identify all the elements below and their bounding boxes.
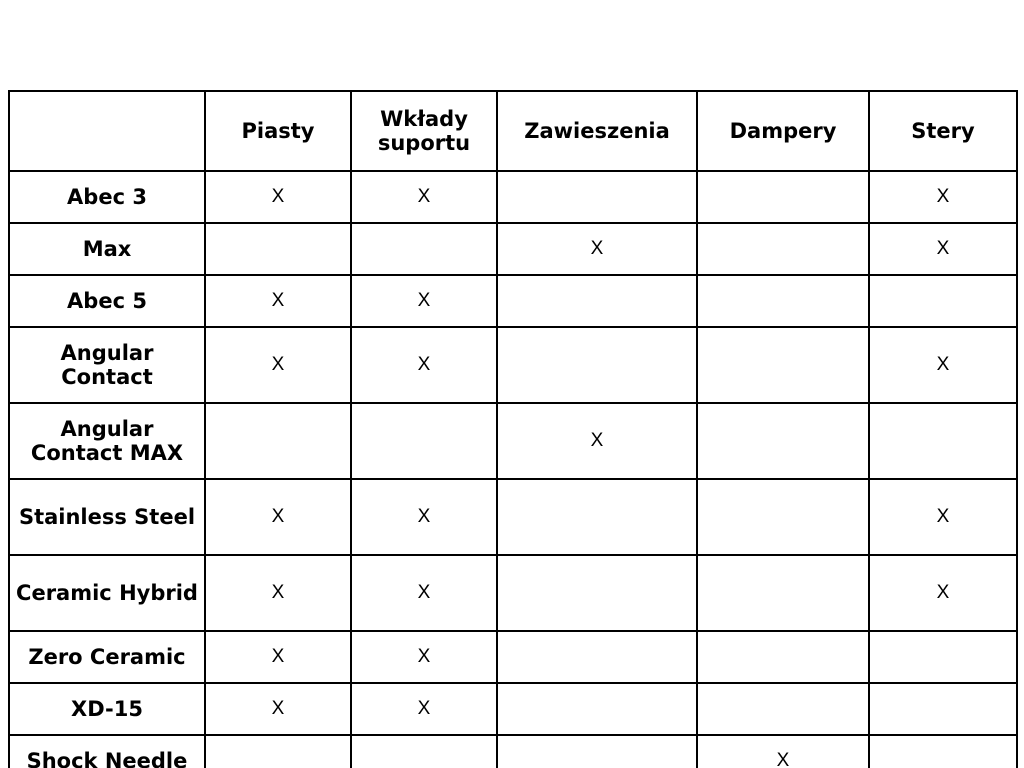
column-header-piasty: Piasty (205, 91, 351, 171)
cell-abec-5-dampery (697, 275, 869, 327)
cell-xd-15-dampery (697, 683, 869, 735)
cell-angular-contact-dampery (697, 327, 869, 403)
table-row (9, 555, 1017, 631)
cell-ceramic-hybrid-zawieszenia (497, 555, 697, 631)
cell-ceramic-hybrid-stery: X (869, 555, 1017, 631)
compatibility-table (8, 90, 1018, 768)
cell-abec-5-zawieszenia (497, 275, 697, 327)
cell-angular-contact-wklady-suportu: X (351, 327, 497, 403)
row-label-abec-3: Abec 3 (9, 171, 205, 223)
cell-abec-3-wklady-suportu: X (351, 171, 497, 223)
column-header-stery: Stery (869, 91, 1017, 171)
cell-max-piasty (205, 223, 351, 275)
cell-abec-5-wklady-suportu: X (351, 275, 497, 327)
table-row (9, 735, 1017, 768)
row-label-max: Max (9, 223, 205, 275)
cell-abec-3-stery: X (869, 171, 1017, 223)
table-row (9, 479, 1017, 555)
cell-abec-5-piasty: X (205, 275, 351, 327)
cell-xd-15-stery (869, 683, 1017, 735)
cell-ceramic-hybrid-wklady-suportu: X (351, 555, 497, 631)
compatibility-table-container (8, 90, 1016, 768)
table-body (9, 171, 1017, 768)
cell-abec-3-zawieszenia (497, 171, 697, 223)
cell-zero-ceramic-dampery (697, 631, 869, 683)
cell-xd-15-zawieszenia (497, 683, 697, 735)
cell-max-dampery (697, 223, 869, 275)
table-row (9, 275, 1017, 327)
row-label-ceramic-hybrid: Ceramic Hybrid (9, 555, 205, 631)
cell-shock-needle-stery (869, 735, 1017, 768)
cell-angular-contact-max-zawieszenia: X (497, 403, 697, 479)
cell-shock-needle-zawieszenia (497, 735, 697, 768)
cell-abec-5-stery (869, 275, 1017, 327)
row-label-shock-needle: Shock Needle (9, 735, 205, 768)
cell-angular-contact-max-wklady-suportu (351, 403, 497, 479)
cell-shock-needle-piasty (205, 735, 351, 768)
row-label-angular-contact: Angular Contact (9, 327, 205, 403)
row-label-zero-ceramic: Zero Ceramic (9, 631, 205, 683)
cell-stainless-steel-piasty: X (205, 479, 351, 555)
cell-ceramic-hybrid-piasty: X (205, 555, 351, 631)
table-row (9, 327, 1017, 403)
cell-shock-needle-dampery: X (697, 735, 869, 768)
table-row (9, 403, 1017, 479)
table-row (9, 223, 1017, 275)
cell-max-wklady-suportu (351, 223, 497, 275)
row-label-angular-contact-max: Angular Contact MAX (9, 403, 205, 479)
row-label-abec-5: Abec 5 (9, 275, 205, 327)
cell-angular-contact-piasty: X (205, 327, 351, 403)
cell-xd-15-wklady-suportu: X (351, 683, 497, 735)
column-header-dampery: Dampery (697, 91, 869, 171)
cell-angular-contact-max-stery (869, 403, 1017, 479)
cell-xd-15-piasty: X (205, 683, 351, 735)
table-corner-cell (9, 91, 205, 171)
cell-angular-contact-max-dampery (697, 403, 869, 479)
cell-abec-3-piasty: X (205, 171, 351, 223)
cell-max-zawieszenia: X (497, 223, 697, 275)
table-header (9, 91, 1017, 171)
cell-zero-ceramic-zawieszenia (497, 631, 697, 683)
cell-stainless-steel-stery: X (869, 479, 1017, 555)
cell-zero-ceramic-wklady-suportu: X (351, 631, 497, 683)
cell-max-stery: X (869, 223, 1017, 275)
table-header-row (9, 91, 1017, 171)
cell-shock-needle-wklady-suportu (351, 735, 497, 768)
cell-stainless-steel-dampery (697, 479, 869, 555)
cell-stainless-steel-wklady-suportu: X (351, 479, 497, 555)
row-label-xd-15: XD-15 (9, 683, 205, 735)
column-header-zawieszenia: Zawieszenia (497, 91, 697, 171)
table-row (9, 683, 1017, 735)
cell-ceramic-hybrid-dampery (697, 555, 869, 631)
cell-angular-contact-zawieszenia (497, 327, 697, 403)
table-row (9, 171, 1017, 223)
cell-stainless-steel-zawieszenia (497, 479, 697, 555)
cell-angular-contact-stery: X (869, 327, 1017, 403)
cell-zero-ceramic-stery (869, 631, 1017, 683)
column-header-wklady-suportu: Wkłady suportu (351, 91, 497, 171)
table-row (9, 631, 1017, 683)
cell-angular-contact-max-piasty (205, 403, 351, 479)
cell-abec-3-dampery (697, 171, 869, 223)
cell-zero-ceramic-piasty: X (205, 631, 351, 683)
row-label-stainless-steel: Stainless Steel (9, 479, 205, 555)
